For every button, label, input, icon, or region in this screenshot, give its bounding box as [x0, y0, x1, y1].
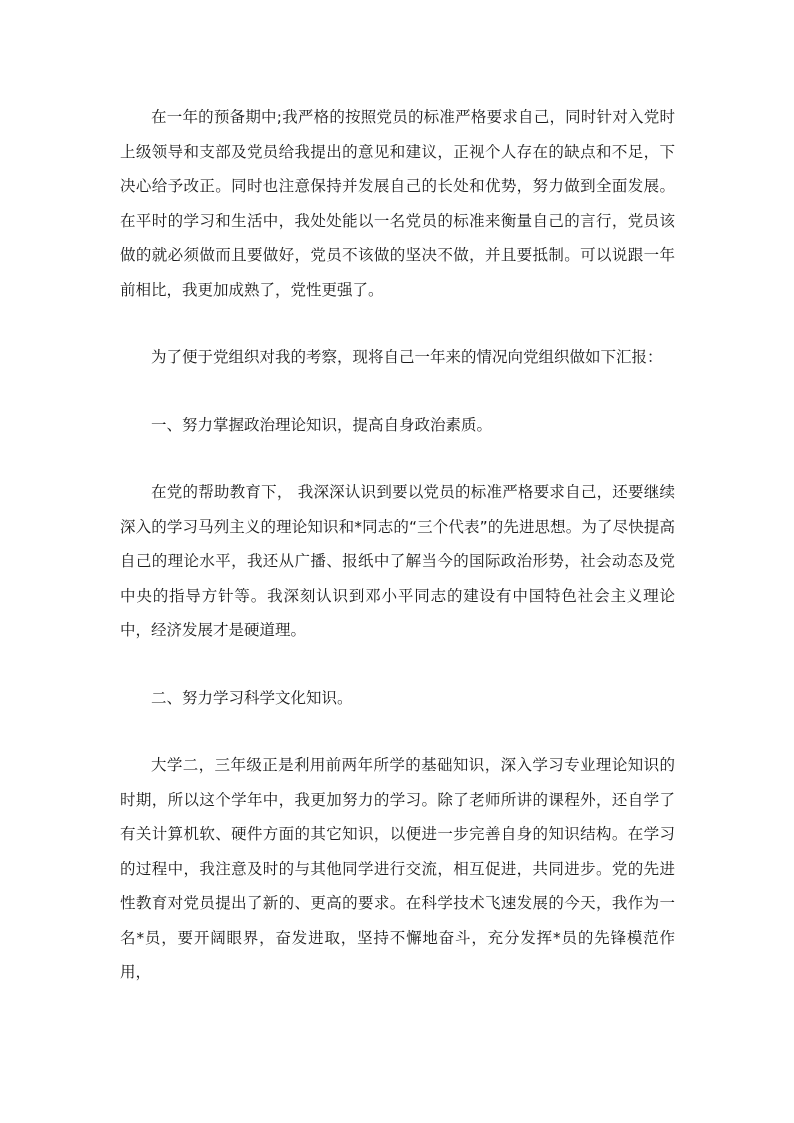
paragraph-political-theory: 在党的帮助教育下， 我深深认识到要以党员的标准严格要求自己，还要继续深入的学习马列主义的理论知识和*同志的“三个代表”的先进思想。为了尽快提高自己的理论水平，我还从广播、报纸中了解当今的国际政治形势，社会动态及党中央的指导方针等。我深刻认识到邓小平同志的建设有中国特色社会主义理论中，经济发展才是硬道理。	[120, 483, 675, 639]
paragraph-science-culture: 大学二，三年级正是利用前两年所学的基础知识，深入学习专业理论知识的时期，所以这个学年中，我更加努力的学习。除了老师所讲的课程外，还自学了有关计算机软、硬件方面的其它知识，以便进一步完善自身的知识结构。在学习的过程中，我注意及时的与其他同学进行交流，相互促进，共同进步。党的先进性教育对党员提出了新的、更高的要求。在科学技术飞速发展的今天，我作为一名*员，要开阔眼界，奋发进取，坚持不懈地奋斗，充分发挥*员的先锋模范作用，	[120, 756, 675, 981]
paragraph-report-intro: 为了便于党组织对我的考察，现将自己一年来的情况向党组织做如下汇报：	[151, 348, 663, 366]
section-heading-science-culture: 二、努力学习科学文化知识。	[151, 688, 353, 707]
document-body	[120, 100, 675, 1023]
section-heading-political-theory: 一、努力掌握政治理论知识，提高自身政治素质。	[151, 415, 493, 434]
paragraph-probation-summary: 在一年的预备期中;我严格的按照党员的标准严格要求自己，同时针对入党时上级领导和支部及党员给我提出的意见和建议，正视个人存在的缺点和不足，下决心给予改正。同时也注意保持并发展自己的长处和优势，努力做到全面发展。在平时的学习和生活中，我处处能以一名党员的标准来衡量自己的言行，党员该做的就必须做而且要做好，党员不该做的坚决不做，并且要抵制。可以说跟一年前相比，我更加成熟了，党性更强了。	[120, 108, 675, 299]
